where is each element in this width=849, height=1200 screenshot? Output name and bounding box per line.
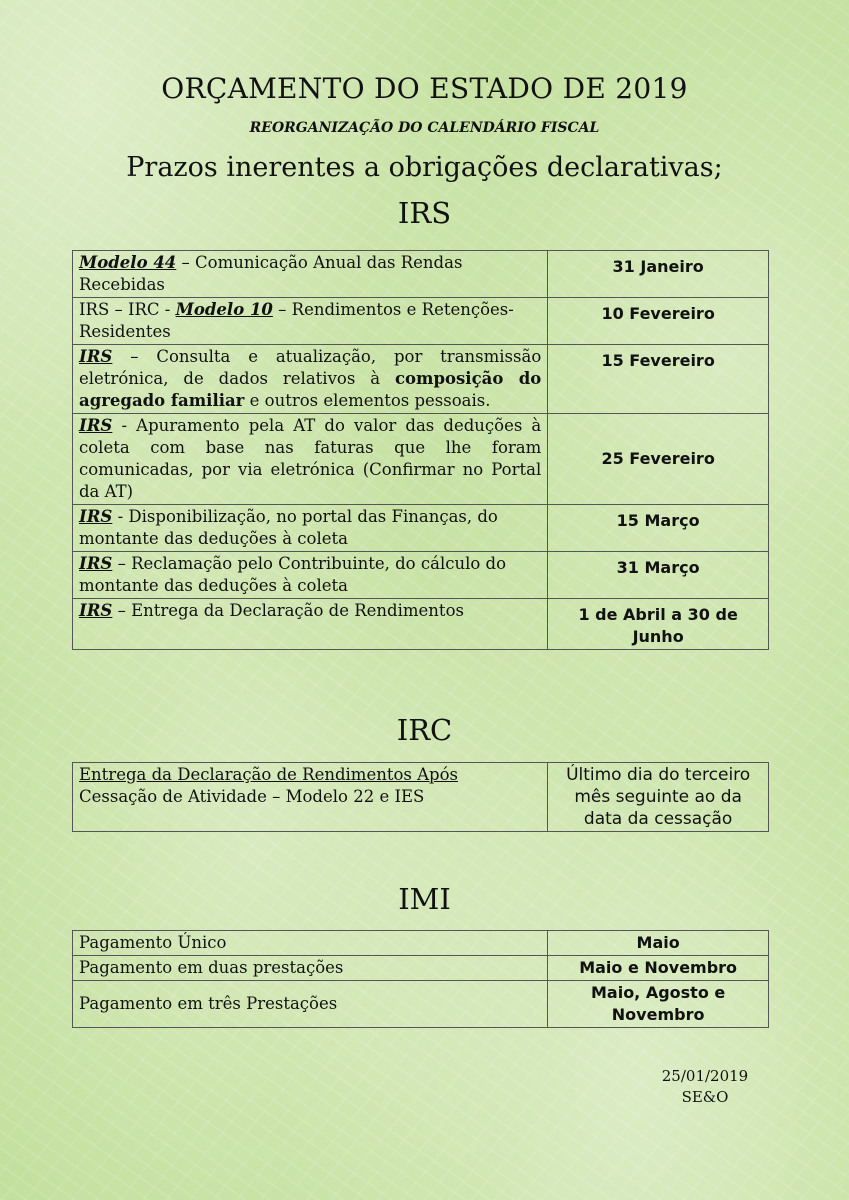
description-text: - Disponibilização, no portal das Finanças, do montante das deduções à coleta — [79, 507, 498, 548]
row-description — [73, 298, 548, 345]
document-subtitle: REORGANIZAÇÃO DO CALENDÁRIO FISCAL — [249, 120, 600, 136]
irs-table — [72, 250, 769, 650]
description-text: – Reclamação pelo Contribuinte, do cálculo do montante das deduções à coleta — [79, 554, 507, 595]
form-label: Modelo 44 — [79, 253, 177, 272]
deadline-cell: Maio e Novembro — [548, 956, 769, 981]
row-description — [73, 345, 548, 414]
row-description — [73, 414, 548, 505]
description-prefix: IRS – IRC - — [79, 300, 176, 319]
form-label: IRS — [79, 347, 113, 366]
form-label: IRS — [79, 554, 113, 573]
table-row — [73, 414, 769, 505]
irc-table — [72, 762, 769, 832]
row-description — [73, 251, 548, 298]
row-description — [73, 552, 548, 599]
deadline-cell: 15 Março — [548, 505, 769, 552]
form-label: Modelo 10 — [175, 300, 273, 319]
deadline-cell: 31 Janeiro — [548, 251, 769, 298]
deadline-cell: 15 Fevereiro — [548, 345, 769, 414]
table-row — [73, 956, 769, 981]
irs-section-title: IRS — [397, 196, 452, 230]
table-row — [73, 552, 769, 599]
deadline-cell: Último dia do terceiro mês seguinte ao da data da cessação — [548, 763, 769, 832]
table-row — [73, 505, 769, 552]
table-row — [73, 981, 769, 1028]
row-description: Pagamento Único — [73, 931, 548, 956]
irc-section-title: IRC — [396, 713, 453, 747]
form-label: IRS — [79, 507, 113, 526]
table-row — [73, 345, 769, 414]
description-line: Cessação de Atividade – Modelo 22 e IES — [79, 787, 425, 806]
table-row — [73, 251, 769, 298]
row-description: Pagamento em duas prestações — [73, 956, 548, 981]
row-description — [73, 505, 548, 552]
deadline-cell: Maio — [548, 931, 769, 956]
table-row — [73, 763, 769, 832]
deadline-cell: Maio, Agosto e Novembro — [548, 981, 769, 1028]
description-bold: composição do agregado familiar — [79, 369, 542, 410]
deadline-cell: 10 Fevereiro — [548, 298, 769, 345]
document-title: ORÇAMENTO DO ESTADO DE 2019 — [161, 72, 688, 105]
table-row — [73, 931, 769, 956]
deadline-cell: 25 Fevereiro — [548, 414, 769, 505]
deadline-cell: 1 de Abril a 30 de Junho — [548, 599, 769, 650]
description-text: – Entrega da Declaração de Rendimentos — [112, 601, 464, 620]
description-line: Entrega da Declaração de Rendimentos Após — [79, 765, 458, 784]
row-description — [73, 599, 548, 650]
form-label: IRS — [79, 601, 113, 620]
footer-author: SE&O — [681, 1088, 729, 1106]
imi-table — [72, 930, 769, 1028]
form-label: IRS — [79, 416, 113, 435]
row-description — [73, 763, 548, 832]
description-text: – Rendimentos e Retenções-Residentes — [79, 300, 514, 341]
description-text: e outros elementos pessoais. — [244, 391, 491, 410]
imi-section-title: IMI — [398, 882, 451, 916]
deadline-cell: 31 Março — [548, 552, 769, 599]
footer-date: 25/01/2019 — [661, 1067, 749, 1085]
description-text: – Comunicação Anual das Rendas Recebidas — [79, 253, 463, 294]
description-text: – Consulta e atualização, por transmissão eletrónica, de dados relativos à — [79, 347, 542, 388]
table-row — [73, 298, 769, 345]
table-row — [73, 599, 769, 650]
row-description: Pagamento em três Prestações — [73, 981, 548, 1028]
section-intro-heading: Prazos inerentes a obrigações declarativas; — [126, 152, 723, 183]
description-text: - Apuramento pela AT do valor das deduções à coleta com base nas faturas que lhe foram comunicadas, por via eletrónica (Confirmar no Portal da AT) — [79, 416, 542, 501]
